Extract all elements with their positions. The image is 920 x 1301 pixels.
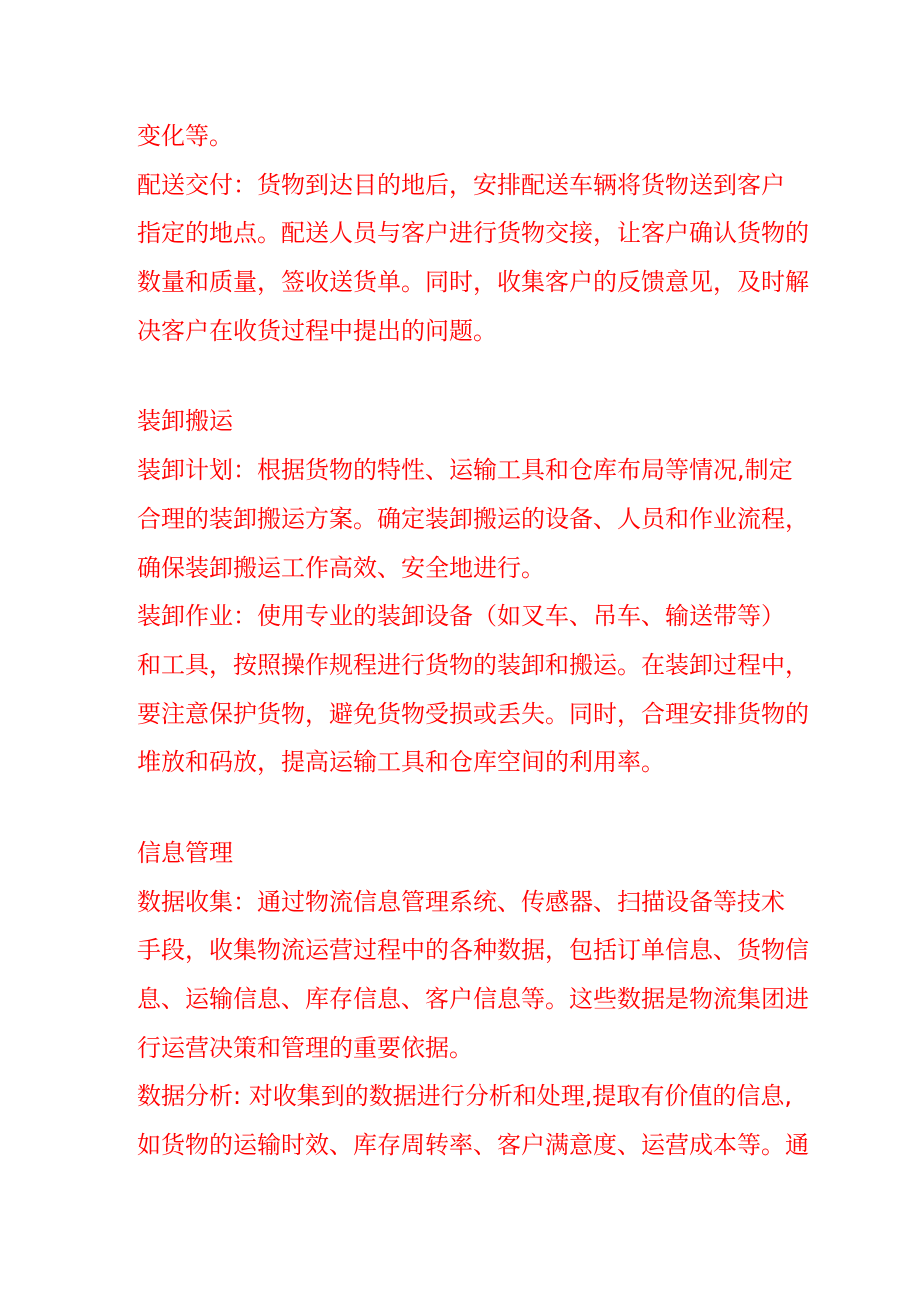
text-line: 数据分析: 对收集到的数据进行分析和处理,提取有价值的信息,: [137, 1082, 792, 1111]
text-line: 如货物的运输时效、库存周转率、客户满意度、运营成本等。通: [137, 1131, 809, 1160]
text-line: 息、运输信息、库存信息、客户信息等。这些数据是物流集团进: [137, 985, 809, 1013]
text-line: 确保装卸搬运工作高效、安全地进行。: [137, 553, 545, 582]
paragraph-gap: [137, 787, 789, 829]
document-body: [137, 112, 809, 1170]
section-heading: 信息管理: [137, 838, 233, 867]
text-line: 合理的装卸搬运方案。确定装卸搬运的设备、人员和作业流程，: [137, 504, 809, 533]
text-line: 指定的地点。配送人员与客户进行货物交接，让客户确认货物的: [137, 219, 809, 248]
delivery-section: [137, 112, 809, 355]
text-line: 要注意保护货物，避免货物受损或丢失。同时，合理安排货物的: [137, 699, 809, 728]
paragraph-gap: [137, 355, 789, 397]
loading-section: [137, 397, 809, 787]
text-line: 数据收集：通过物流信息管理系统、传感器、扫描设备等技术: [137, 887, 785, 916]
text-line: 数量和质量，签收送货单。同时，收集客户的反馈意见，及时解: [137, 268, 809, 297]
text-line: 装卸计划：根据货物的特性、运输工具和仓库布局等情况,制定: [137, 456, 793, 485]
text-line: 决客户在收货过程中提出的问题。: [137, 316, 497, 345]
info-section: [137, 829, 809, 1170]
text-line: 装卸作业：使用专业的装卸设备（如叉车、吊车、输送带等）: [137, 602, 785, 631]
text-line: 堆放和码放，提高运输工具和仓库空间的利用率。: [137, 748, 665, 777]
text-line: 变化等。: [137, 122, 233, 150]
section-heading: 装卸搬运: [137, 407, 233, 436]
text-line: 行运营决策和管理的重要依据。: [137, 1033, 473, 1062]
text-line: 手段，收集物流运营过程中的各种数据，包括订单信息、货物信: [137, 936, 809, 965]
text-line: 配送交付：货物到达目的地后，安排配送车辆将货物送到客户: [137, 170, 785, 199]
text-line: 和工具，按照操作规程进行货物的装卸和搬运。在装卸过程中，: [137, 650, 809, 679]
